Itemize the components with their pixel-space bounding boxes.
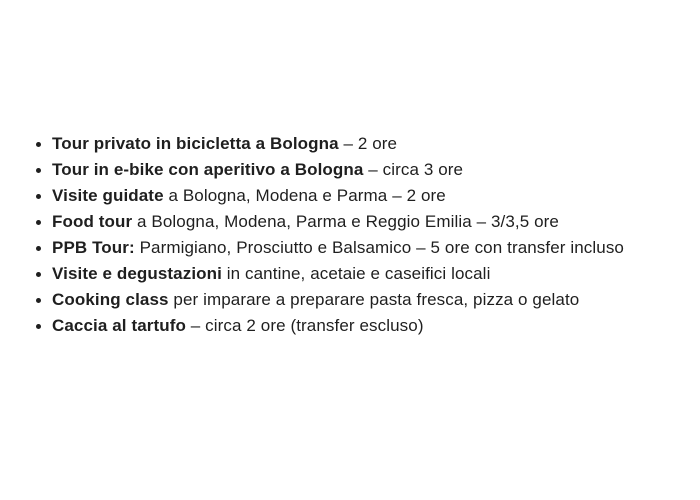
list-item <box>35 313 690 339</box>
list-item <box>35 235 690 261</box>
tour-list <box>35 131 690 339</box>
bullet-icon <box>36 220 41 225</box>
list-item-detail: Parmigiano, Prosciutto e Balsamico – 5 ore con transfer incluso <box>134 238 624 257</box>
list-item-detail: in cantine, acetaie e caseifici locali <box>221 264 491 283</box>
list-item-title: Tour privato in bicicletta a Bologna <box>52 134 339 153</box>
list-item-detail: a Bologna, Modena e Parma – 2 ore <box>163 186 446 205</box>
list-item-detail: a Bologna, Modena, Parma e Reggio Emilia – 3/3,5 ore <box>132 212 559 231</box>
bullet-icon <box>36 142 41 147</box>
bullet-icon <box>36 298 41 303</box>
bullet-icon <box>36 194 41 199</box>
list-item <box>35 287 690 313</box>
list-item <box>35 131 690 157</box>
bullet-icon <box>36 168 41 173</box>
bullet-icon <box>36 272 41 277</box>
list-item <box>35 157 690 183</box>
list-item-title: Visite e degustazioni <box>52 264 222 283</box>
list-item-detail: – 2 ore <box>338 134 398 153</box>
list-item <box>35 261 690 287</box>
list-item-title: Tour in e-bike con aperitivo a Bologna <box>52 160 364 179</box>
list-item-detail: – circa 3 ore <box>363 160 464 179</box>
tour-list-section <box>35 131 690 339</box>
bullet-icon <box>36 324 41 329</box>
list-item-title: Caccia al tartufo <box>52 316 186 335</box>
list-item-detail: – circa 2 ore (transfer escluso) <box>185 316 424 335</box>
list-item-title: Cooking class <box>52 290 169 309</box>
list-item-title: Food tour <box>52 212 133 231</box>
list-item-title: PPB Tour: <box>52 238 135 257</box>
bullet-icon <box>36 246 41 251</box>
list-item-detail: per imparare a preparare pasta fresca, pizza o gelato <box>168 290 580 309</box>
list-item <box>35 209 690 235</box>
list-item-title: Visite guidate <box>52 186 164 205</box>
list-item <box>35 183 690 209</box>
